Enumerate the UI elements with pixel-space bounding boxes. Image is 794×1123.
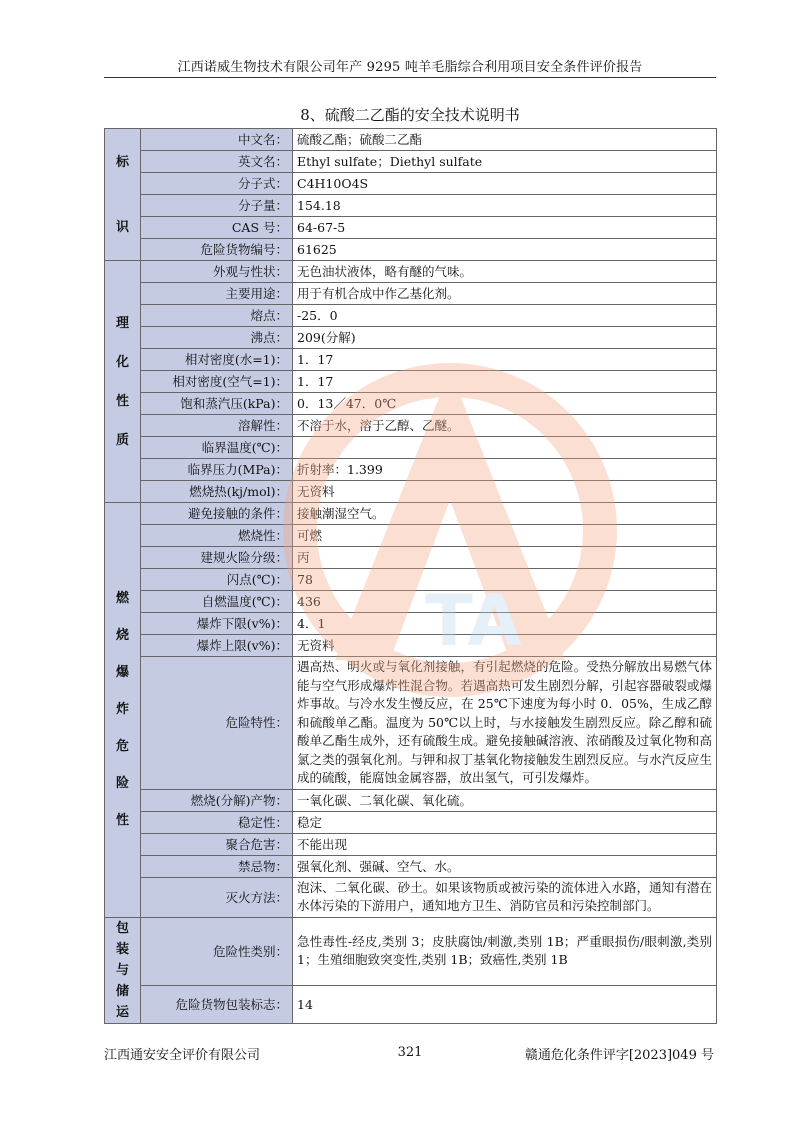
row-label: 分子式： [141,173,293,195]
row-label: 英文名： [141,151,293,173]
row-value: 丙 [293,547,717,569]
row-value: 无资料 [293,481,717,503]
row-label: 主要用途： [141,283,293,305]
table-row [105,877,717,917]
section-char: 危 [115,739,129,755]
section-char: 燃 [115,591,129,607]
table-row [105,261,717,283]
row-label: 临界温度(℃)： [141,437,293,459]
table-row [105,503,717,525]
row-label: 分子量： [141,195,293,217]
row-value: 209(分解) [293,327,717,349]
row-label: 溶解性： [141,415,293,437]
table-row [105,437,717,459]
table-row [105,283,717,305]
row-value: 稳定 [293,811,717,833]
row-label: 避免接触的条件： [141,503,293,525]
row-value: 泡沫、二氧化碳、砂土。如果该物质或被污染的流体进入水路，通知有潜在水体污染的下游用户，通知地方卫生、消防官员和污染控制部门。 [293,877,717,917]
row-value: 一氧化碳、二氧化碳、氧化硫。 [293,789,717,811]
section-char: 运 [115,1004,129,1020]
table-row [105,547,717,569]
section-char: 险 [115,776,129,792]
table-row [105,129,717,151]
row-label: CAS 号： [141,217,293,239]
section-char: 爆 [115,665,129,681]
row-value: Ethyl sulfate；Diethyl sulfate [293,151,717,173]
row-value: 154.18 [293,195,717,217]
row-value: 强氧化剂、强碱、空气、水。 [293,855,717,877]
row-value: -25．0 [293,305,717,327]
section-char: 烧 [115,628,129,644]
watermark-text: TA [425,580,522,662]
row-label: 闪点(℃)： [141,569,293,591]
table-row [105,591,717,613]
table-row [105,569,717,591]
table-row [105,393,717,415]
row-label: 熔点： [141,305,293,327]
section-char: 标 [115,154,129,170]
row-value: 急性毒性-经皮,类别 3；皮肤腐蚀/刺激,类别 1B；严重眼损伤/眼刺激,类别 1；生殖细胞致突变性,类别 1B；致癌性,类别 1B [293,917,717,985]
row-value: 436 [293,591,717,613]
row-value: 0．13／47．0℃ [293,393,717,415]
row-value [293,437,717,459]
row-label: 禁忌物： [141,855,293,877]
row-value: 接触潮湿空气。 [293,503,717,525]
row-value: 1．17 [293,349,717,371]
section-char: 理 [115,315,129,331]
row-value: 无色油状液体，略有醚的气味。 [293,261,717,283]
row-value: 无资料 [293,635,717,657]
table-row [105,833,717,855]
table-row [105,635,717,657]
row-label: 危险货物编号： [141,239,293,261]
row-value: 78 [293,569,717,591]
row-value: 不能出现 [293,833,717,855]
section-char: 炸 [115,702,129,718]
section-char: 性 [115,393,129,409]
row-value: 可燃 [293,525,717,547]
row-label: 相对密度(空气=1)： [141,371,293,393]
safety-data-table [104,128,717,1024]
row-label: 灭火方法： [141,877,293,917]
table-row [105,613,717,635]
table-row [105,917,717,985]
table-row [105,789,717,811]
row-value: 折射率：1.399 [293,459,717,481]
row-label: 燃烧(分解)产物： [141,789,293,811]
table-row [105,305,717,327]
row-label: 危险货物包装标志： [141,985,293,1023]
row-label: 聚合危害： [141,833,293,855]
section-char: 与储 [115,962,129,999]
table-row [105,657,717,790]
section-fire-explosion-hazard [105,503,141,918]
row-value: 4．1 [293,613,717,635]
row-label: 稳定性： [141,811,293,833]
row-label: 自燃温度(℃)： [141,591,293,613]
table-row [105,195,717,217]
table-row [105,459,717,481]
section-char: 性 [115,813,129,829]
row-value: 14 [293,985,717,1023]
row-value: C4H10O4S [293,173,717,195]
footer-report-number: 赣通危化条件评字[2023]049 号 [524,1048,714,1063]
section-char: 识 [115,219,129,235]
row-value: 64-67-5 [293,217,717,239]
table-row [105,217,717,239]
row-label: 相对密度(水=1)： [141,349,293,371]
row-value: 61625 [293,239,717,261]
footer-company: 江西通安安全评价有限公司 [104,1048,261,1063]
row-value: 硫酸乙酯；硫酸二乙酯 [293,129,717,151]
table-row [105,327,717,349]
row-value: 不溶于水，溶于乙醇、乙醚。 [293,415,717,437]
row-label: 沸点： [141,327,293,349]
page-header: 江西诺威生物技术有限公司年产 9295 吨羊毛脂综合利用项目安全条件评价报告 [177,60,643,75]
row-label: 爆炸下限(v%)： [141,613,293,635]
row-label: 建规火险分级： [141,547,293,569]
row-label: 危险性类别： [141,917,293,985]
section-char: 质 [115,432,129,448]
table-row [105,525,717,547]
table-row [105,481,717,503]
table-row [105,855,717,877]
table-row [105,349,717,371]
table-row [105,151,717,173]
row-label: 危险特性： [141,657,293,790]
row-label: 爆炸上限(v%)： [141,635,293,657]
section-char: 化 [115,354,129,370]
table-row [105,811,717,833]
document-title: 8、硫酸二乙酯的安全技术说明书 [300,106,520,124]
row-value: 用于有机合成中作乙基化剂。 [293,283,717,305]
table-row [105,371,717,393]
page-number: 321 [397,1045,423,1060]
section-identification [105,129,141,261]
row-label: 外观与性状： [141,261,293,283]
table-row [105,239,717,261]
section-packaging-storage [105,917,141,1023]
section-char: 包装 [115,920,129,957]
row-label: 燃烧热(kj/mol)： [141,481,293,503]
table-row [105,415,717,437]
section-physical-chemical [105,261,141,503]
row-value: 遇高热、明火或与氧化剂接触，有引起燃烧的危险。受热分解放出易燃气体能与空气形成爆炸性混合物。若遇高热可发生剧烈分解，引起容器破裂或爆炸事故。与冷水发生慢反应，在 25℃下速度为每小时 0．05%，生成乙醇和硫酸单乙酯。温度为 50℃以上时，与水接触发生剧烈反应。除乙醇和硫酸单乙酯生成外，还有硫酸生成。避免接触碱溶液、浓硝酸及过氧化物和高氯之类的强氧化剂。与钾和叔丁基氧化物接触发生剧烈反应。与水汽反应生成的硫酸，能腐蚀金属容器，放出氢气，可引发爆炸。 [293,657,717,790]
row-value: 1．17 [293,371,717,393]
header-rule [104,77,716,78]
row-label: 饱和蒸汽压(kPa)： [141,393,293,415]
table-row [105,985,717,1023]
row-label: 临界压力(MPa)： [141,459,293,481]
table-row [105,173,717,195]
row-label: 燃烧性： [141,525,293,547]
row-label: 中文名： [141,129,293,151]
